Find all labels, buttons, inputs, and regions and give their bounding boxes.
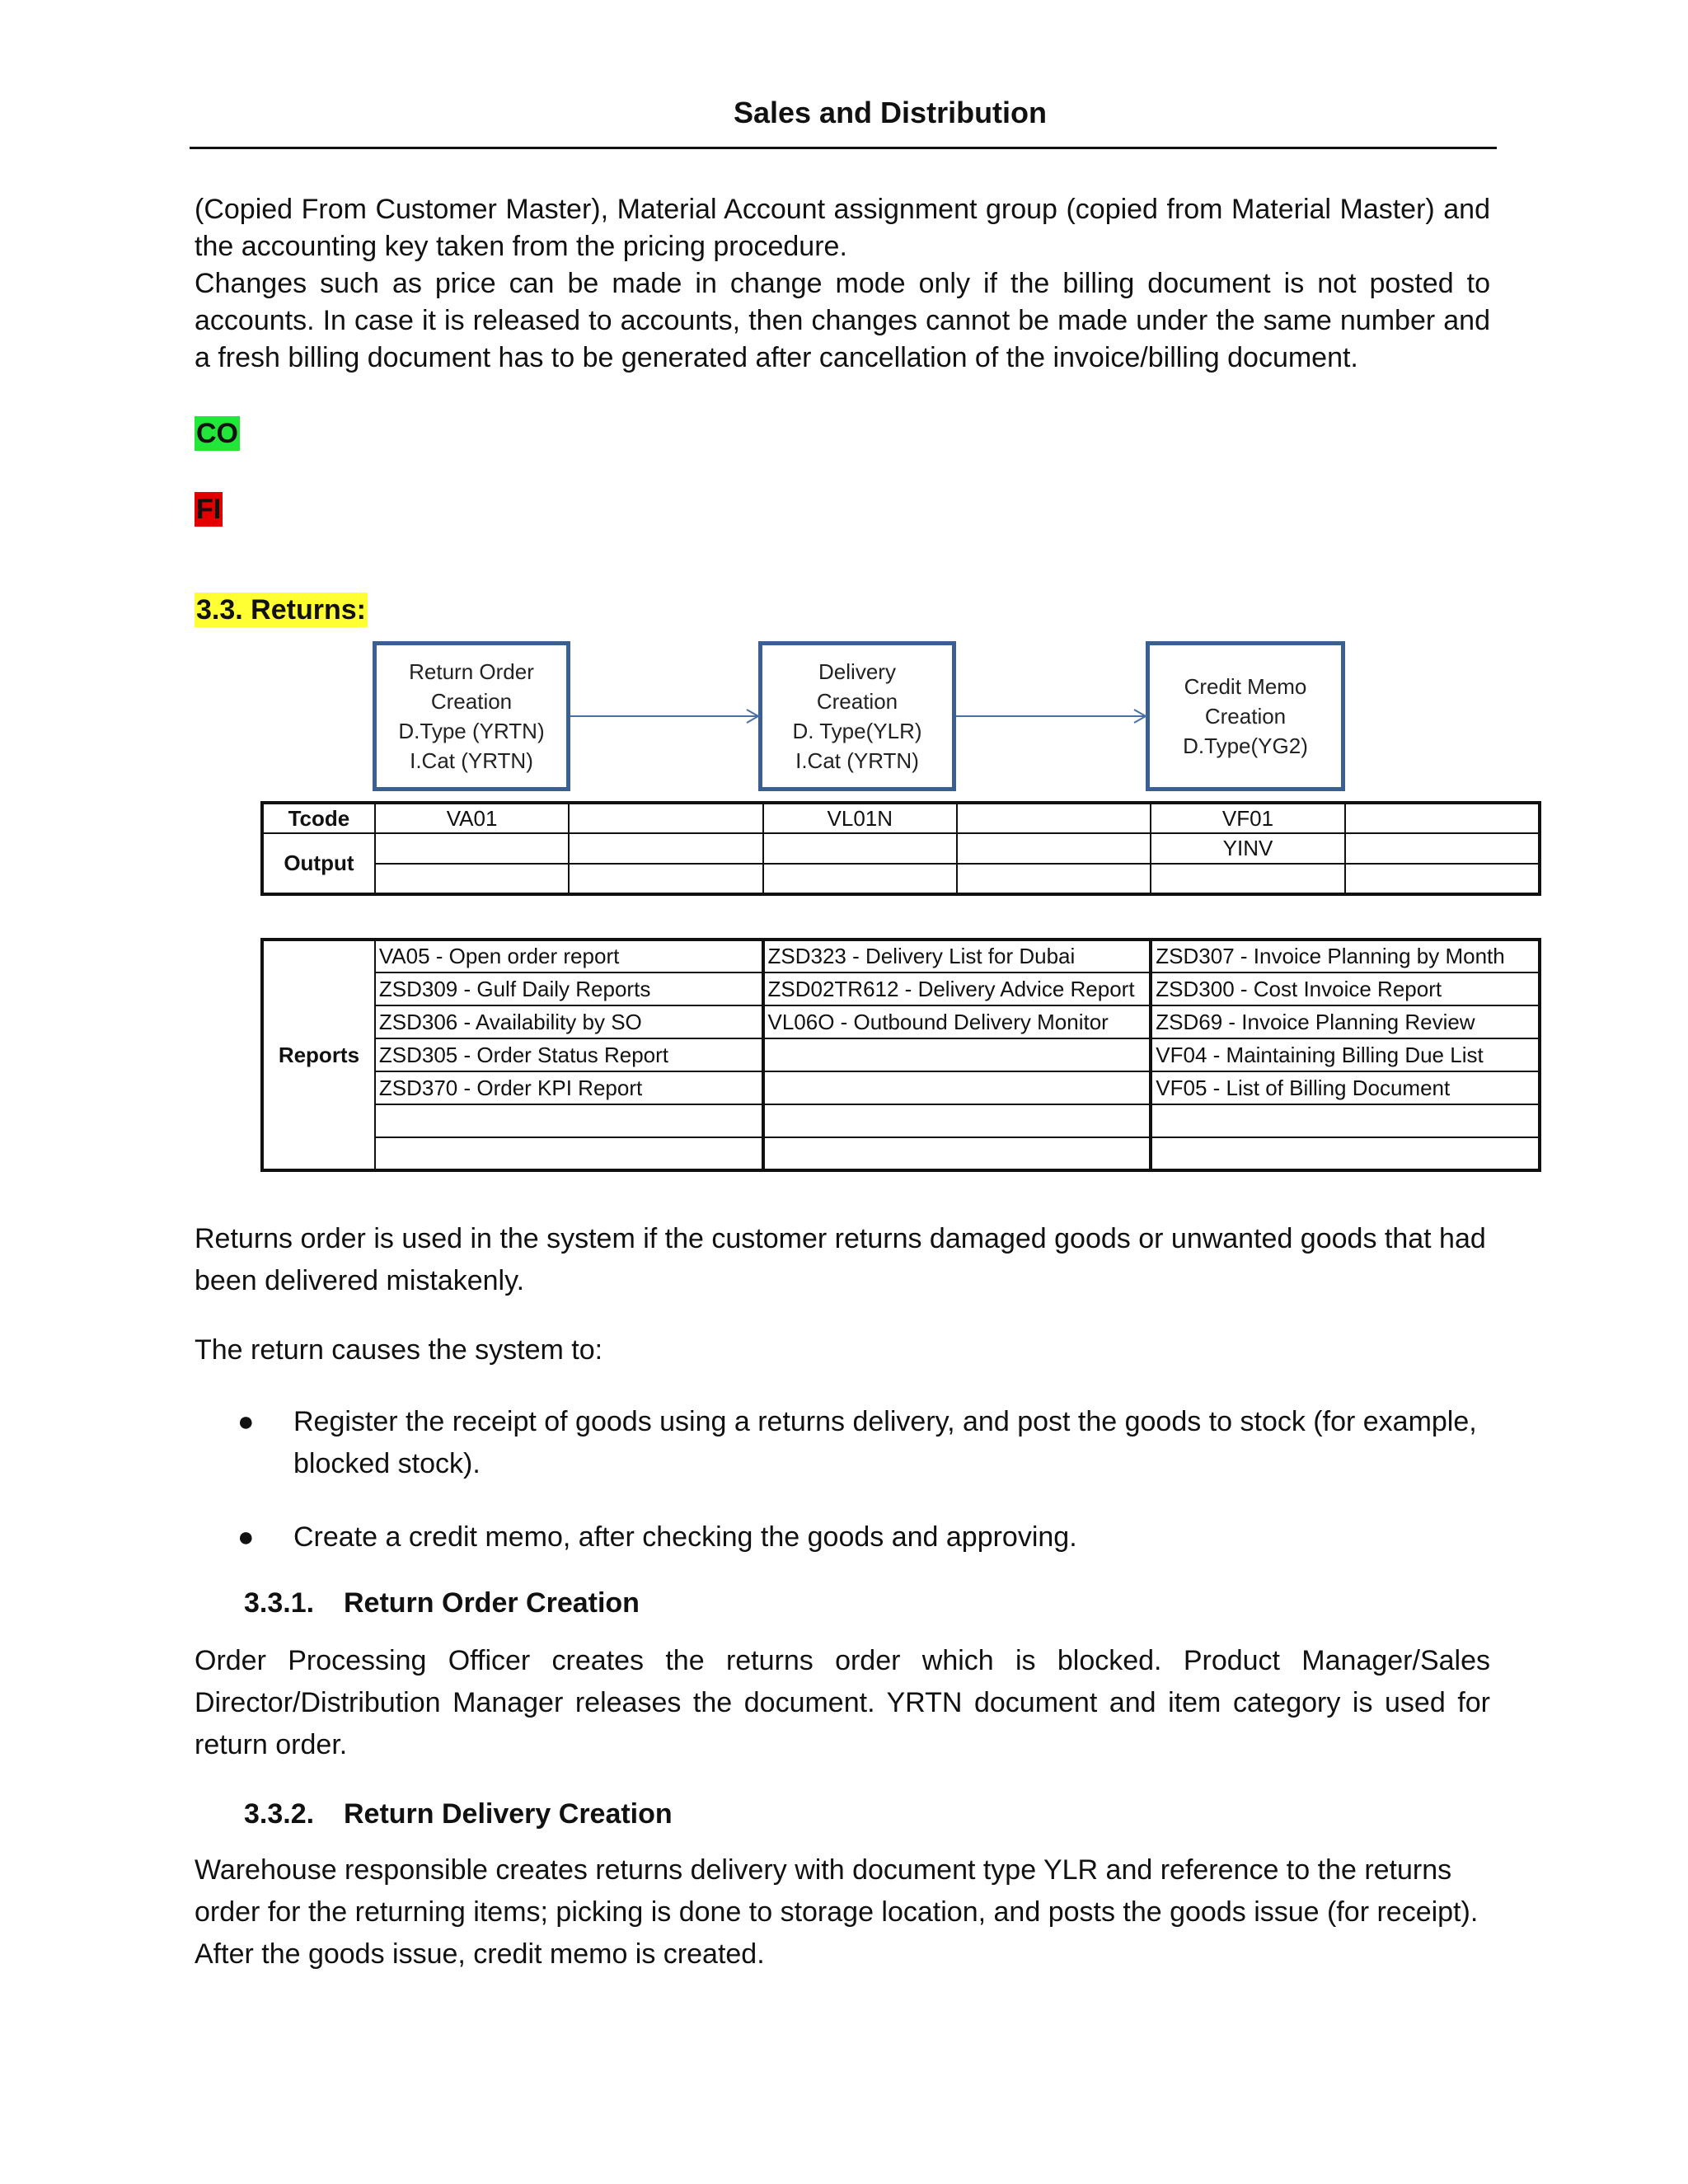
bullet-item-1 [237,1401,1490,1485]
output-label: Output [262,833,375,894]
intro-paragraph-1: (Copied From Customer Master), Material Account assignment group (copied from Material Master) and the accounting key taken from the pricing procedure. [195,194,1490,262]
report-cell-2 [763,1038,1151,1071]
report-cell-2 [763,1071,1151,1104]
flow-box-1-line-1: Return Order [409,659,534,684]
output-cell-1 [375,833,569,864]
report-cell-2: ZSD323 - Delivery List for Dubai [763,940,1151,972]
bullet-text-1: Register the receipt of goods using a returns delivery, and post the goods to stock (for example, blocked stock). [293,1406,1477,1479]
report-cell-3: ZSD300 - Cost Invoice Report [1151,972,1540,1005]
reports-row [262,1137,1540,1170]
tcode-label: Tcode [262,803,375,833]
report-cell-2: ZSD02TR612 - Delivery Advice Report [763,972,1151,1005]
report-cell-3: VF04 - Maintaining Billing Due List [1151,1038,1540,1071]
output-cell-empty [569,864,762,894]
output-row-2 [262,864,1540,894]
tcode-cell-empty [957,803,1151,833]
tcode-cell-2: VL01N [763,803,958,833]
report-cell-1: ZSD370 - Order KPI Report [375,1071,763,1104]
flow-box-1-line-2: Creation [430,689,513,714]
page-header-title: Sales and Distribution [733,96,1048,129]
flow-box-2-line-1: Delivery [818,659,896,684]
output-cell-empty [957,864,1151,894]
section-heading-label: 3.3. Returns: [196,594,366,626]
report-cell-2 [763,1104,1151,1137]
subsection-1-text: Order Processing Officer creates the returns order which is blocked. Product Manager/Sales Director/Distribution Manager releases the document. YRTN document and item category is used for return order. [195,1645,1490,1760]
flow-box-2-line-2: Creation [816,689,898,714]
subsection-1-title: Return Order Creation [344,1587,640,1619]
tcode-table [260,801,1541,896]
bullet-icon: ● [237,1406,255,1437]
output-cell-empty [1151,864,1344,894]
flow-arrows [0,0,1688,824]
reports-row [262,940,1540,972]
reports-row [262,1104,1540,1137]
subsection-2-number: 3.3.2. [244,1798,315,1830]
output-cell-empty [1345,833,1540,864]
subsection-2-text: Warehouse responsible creates returns delivery with document type YLR and reference to the returns order for the returning items; picking is done to storage location, and posts the goods issue (for receipt). After the goods issue, credit memo is created. [195,1854,1479,1970]
subsection-2-title: Return Delivery Creation [344,1798,673,1830]
report-cell-1 [375,1137,763,1170]
report-cell-2 [763,1137,1151,1170]
report-cell-3: VF05 - List of Billing Document [1151,1071,1540,1104]
reports-table [260,938,1541,1172]
reports-row [262,972,1540,1005]
returns-causes: The return causes the system to: [195,1334,603,1366]
output-row [262,833,1540,864]
reports-row [262,1038,1540,1071]
flow-box-3-line-3: D.Type(YG2) [1183,733,1308,758]
reports-label: Reports [262,940,375,1170]
report-cell-1: ZSD306 - Availability by SO [375,1005,763,1038]
report-cell-1 [375,1104,763,1137]
report-cell-3: ZSD69 - Invoice Planning Review [1151,1005,1540,1038]
report-cell-3 [1151,1104,1540,1137]
reports-row [262,1071,1540,1104]
fi-tag-label: FI [196,494,222,525]
report-cell-2: VL06O - Outbound Delivery Monitor [763,1005,1151,1038]
bullet-text-2: Create a credit memo, after checking the goods and approving. [293,1521,1077,1553]
tcode-cell-empty [1345,803,1540,833]
bullet-item-2 [237,1516,1490,1558]
output-cell-empty [375,864,569,894]
tcode-row [262,803,1540,833]
tcode-cell-empty [569,803,762,833]
tcode-cell-3: VF01 [1151,803,1344,833]
flow-box-3-line-1: Credit Memo [1184,674,1307,699]
reports-table-body [262,940,1540,1170]
bullet-icon: ● [237,1521,255,1553]
flow-box-1-line-4: I.Cat (YRTN) [410,748,533,773]
output-cell-empty [569,833,762,864]
intro-paragraph-2: Changes such as price can be made in change mode only if the billing document is not posted to accounts. In case it is released to accounts, then changes cannot be made under the same number and a fresh billing document has to be generated after cancellation of the invoice/billing document. [195,268,1490,373]
flow-box-2-line-4: I.Cat (YRTN) [795,748,919,773]
flow-box-2-line-3: D. Type(YLR) [792,719,922,743]
report-cell-1: ZSD305 - Order Status Report [375,1038,763,1071]
output-cell-empty [1345,864,1540,894]
flow-box-1-line-3: D.Type (YRTN) [398,719,545,743]
subsection-1-number: 3.3.1. [244,1587,315,1619]
report-cell-1: VA05 - Open order report [375,940,763,972]
output-cell-empty [763,864,958,894]
output-cell-empty [957,833,1151,864]
report-cell-1: ZSD309 - Gulf Daily Reports [375,972,763,1005]
tcode-cell-1: VA01 [375,803,569,833]
report-cell-3 [1151,1137,1540,1170]
returns-intro: Returns order is used in the system if the customer returns damaged goods or unwanted goods that had been delivered mistakenly. [195,1223,1486,1296]
flow-box-3-line-2: Creation [1204,704,1287,729]
report-cell-3: ZSD307 - Invoice Planning by Month [1151,940,1540,972]
output-cell-2 [763,833,958,864]
output-cell-3: YINV [1151,833,1344,864]
reports-row [262,1005,1540,1038]
co-tag-label: CO [196,418,238,449]
